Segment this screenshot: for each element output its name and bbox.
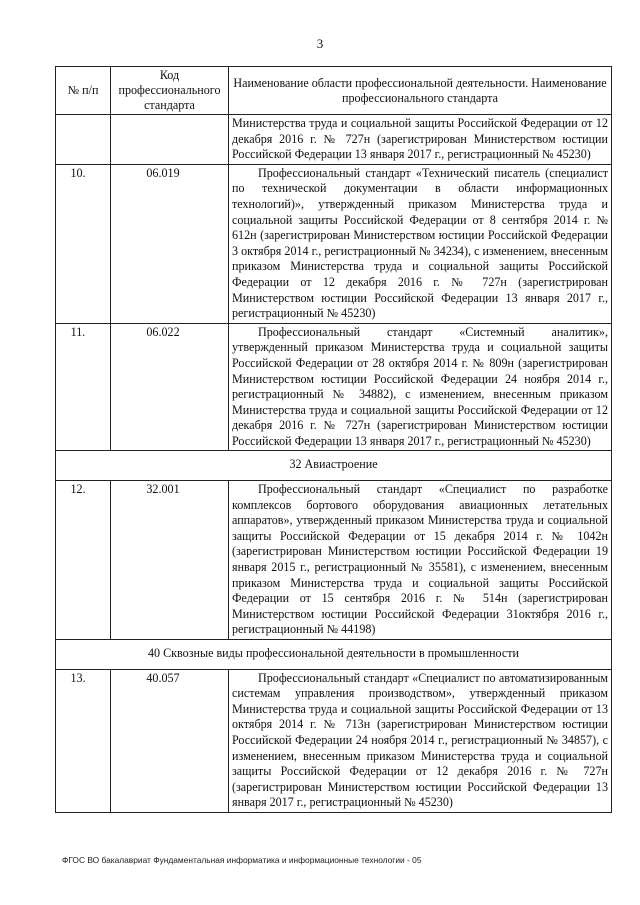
table-row [56,115,612,165]
section-title: 40 Сквозные виды профессиональной деятельности в промышленности [56,640,612,670]
table-row [56,164,612,323]
row-description-text: Профессиональный стандарт «Специалист по автоматизированным системам управления производством», утвержденный приказом Министерства труда и социальной защиты Российской Федерации от 13 октября 2014 г. № 713н (зарегистрирован Министерством юстиции Российской Федерации 24 ноября 2014 г., регистрационный № 34857), с изменением, внесенным приказом Министерства труда и социальной защиты Российской Федерации от 12 декабря 2016 г. № 727н (зарегистрирован Министерством юстиции Российской Федерации 13 января 2017 г., регистрационный № 45230) [232,670,608,810]
row-num [56,115,111,165]
section-title: 32 Авиастроение [56,451,612,481]
table-row [56,481,612,640]
row-code [111,115,229,165]
row-code: 40.057 [111,669,229,812]
section-row [56,640,612,670]
row-description-text: Профессиональный стандарт «Системный аналитик», утвержденный приказом Министерства труда и социальной защиты Российской Федерации от 28 октября 2014 г. № 809н (зарегистрирован Министерством юстиции Российской Федерации 24 ноября 2014 г., регистрационный № 34882), с изменением, внесенным приказом Министерства труда и социальной защиты Российской Федерации от 12 декабря 2016 г. № 727н (зарегистрирован Министерством юстиции Российской Федерации 13 января 2017 г., регистрационный № 45230) [232,324,608,448]
page-number: 3 [316,36,324,51]
row-description [229,164,612,323]
row-description [229,481,612,640]
footer-text: ФГОС ВО бакалавриат Фундаментальная информатика и информационные технологии - 05 [62,855,422,865]
row-num: 10. [56,164,111,323]
table-row [56,669,612,812]
professional-standards-table [55,66,612,813]
row-code: 06.022 [111,323,229,451]
row-num: 13. [56,669,111,812]
row-description [229,323,612,451]
table-header-row [56,67,612,115]
row-num: 11. [56,323,111,451]
header-name: Наименование области профессиональной деятельности. Наименование профессионального стандарта [229,67,612,115]
section-row [56,451,612,481]
header-code: Код профессионального стандарта [111,67,229,115]
row-description: Министерства труда и социальной защиты Российской Федерации от 12 декабря 2016 г. № 727н (зарегистрирован Министерством юстиции Российской Федерации 13 января 2017 г., регистрационный № 45230) [229,115,612,165]
row-description-text: Профессиональный стандарт «Специалист по разработке комплексов бортового оборудования авиационных летательных аппаратов», утвержденный приказом Министерства труда и социальной защиты Российской Федерации от 15 декабря 2014 г. № 1042н (зарегистрирован Министерством юстиции Российской Федерации 19 января 2015 г., регистрационный № 35581), с изменением, внесенным приказом Министерства труда и социальной защиты Российской Федерации от 15 сентября 2016 г. № 514н (зарегистрирован Министерством юстиции Российской Федерации 31октября 2016 г., регистрационный № 44198) [232,482,608,637]
row-description-text: Профессиональный стандарт «Технический писатель (специалист по технической документации в области информационных технологий)», утвержденный приказом Министерства труда и социальной защиты Российской Федерации от 8 сентября 2014 г. № 612н (зарегистрирован Министерством юстиции Российской Федерации 3 октября 2014 г., регистрационный № 34234), с изменением, внесенным приказом Министерства труда и социальной защиты Российской Федерации от 12 декабря 2016 г. № 727н (зарегистрирован Министерством юстиции Российской Федерации 13 января 2017 г., регистрационный № 45230) [232,165,608,321]
row-num: 12. [56,481,111,640]
row-code: 06.019 [111,164,229,323]
row-description [229,669,612,812]
table-row [56,323,612,451]
header-num: № п/п [56,67,111,115]
row-code: 32.001 [111,481,229,640]
